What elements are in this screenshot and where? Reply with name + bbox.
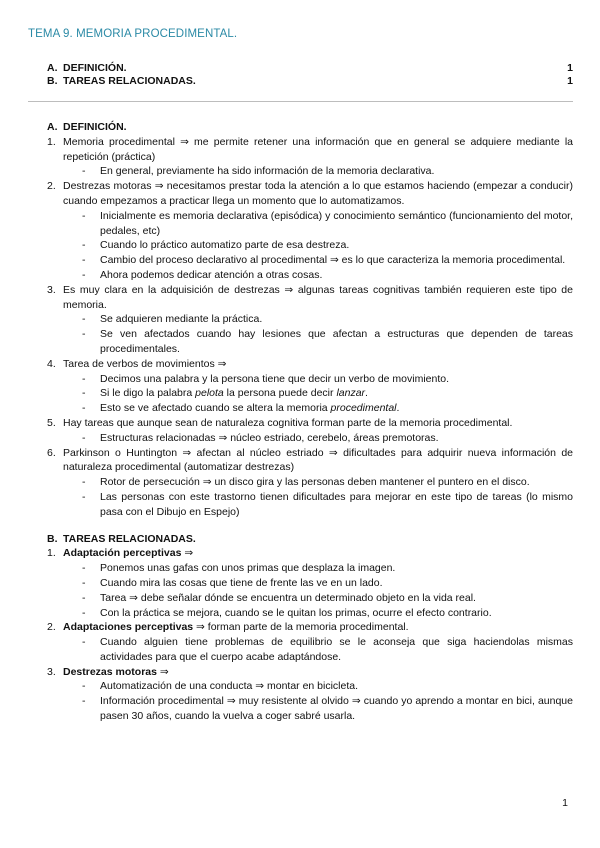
sub-item: - Si le digo la palabra pelota la persona puede decir lanzar. — [82, 387, 368, 400]
section-heading: B. TAREAS RELACIONADAS. — [47, 532, 196, 545]
table-of-contents — [47, 62, 573, 88]
divider — [28, 101, 573, 102]
sub-item: - Cuando lo práctico automatizo parte de esa destreza. — [82, 239, 350, 252]
list-item: 5. Hay tareas que aunque sean de naturaleza cognitiva forman parte de la memoria procedimental. — [47, 416, 513, 429]
sub-item: - Información procedimental ⇒ muy resistente al olvido ⇒ cuando yo aprendo a montar en bici, aunque pasen 30 años, cuando la vuelva a coger sabré usarla. — [82, 695, 573, 723]
list-item: 4. Tarea de verbos de movimientos ⇒ — [47, 357, 227, 370]
sub-item: - Cuando mira las cosas que tiene de frente las ve en un lado. — [82, 576, 383, 589]
document-title: TEMA 9. MEMORIA PROCEDIMENTAL. — [28, 28, 238, 40]
list-item: 1. Memoria procedimental ⇒ me permite retener una información que en general se adquiere mediante la repetición (práctica) — [47, 135, 573, 163]
sub-item: - Inicialmente es memoria declarativa (episódica) y conocimiento semántico (funcionamiento del motor, pedales, etc) — [82, 209, 573, 237]
toc-label: TAREAS RELACIONADAS. — [63, 75, 196, 87]
document-body — [47, 120, 573, 724]
sub-item: - Con la práctica se mejora, cuando se le quitan los primas, ocurre el efecto contrario. — [82, 606, 492, 619]
toc-label: DEFINICIÓN. — [63, 62, 127, 74]
list-item: 3. Destrezas motoras ⇒ — [47, 665, 169, 678]
list-item: 1. Adaptación perceptivas ⇒ — [47, 547, 194, 560]
sub-item: - Las personas con este trastorno tienen dificultades para mejorar en este tipo de tareas (lo mismo pasa con el Dibujo en Espejo) — [82, 490, 573, 518]
sub-item: - En general, previamente ha sido información de la memoria declarativa. — [82, 165, 435, 178]
sub-item: - Cuando alguien tiene problemas de equilibrio se le aconseja que siga haciendolas mismas actividades para que el cuerpo acabe adaptándose. — [82, 636, 573, 663]
list-item: 6. Parkinson o Huntington ⇒ afectan al núcleo estriado ⇒ dificultades para adquirir nueva información de naturaleza procedimental (automatizar destrezas) — [47, 446, 573, 474]
sub-item: - Estructuras relacionadas ⇒ núcleo estriado, cerebelo, áreas premotoras. — [82, 431, 439, 444]
toc-entry[interactable] — [47, 75, 573, 88]
toc-letter: A. — [47, 62, 58, 74]
sub-item: - Decimos una palabra y la persona tiene que decir un verbo de movimiento. — [82, 372, 450, 385]
toc-entry[interactable] — [47, 62, 573, 75]
sub-item: - Esto se ve afectado cuando se altera la memoria procedimental. — [82, 402, 400, 415]
sub-item: - Ahora podemos dedicar atención a otras cosas. — [82, 268, 323, 281]
page-number: 1 — [562, 797, 568, 809]
toc-page: 1 — [567, 75, 573, 87]
toc-letter: B. — [47, 75, 58, 87]
sub-item: - Rotor de persecución ⇒ un disco gira y las personas deben mantener el puntero en el disco. — [82, 476, 530, 489]
sub-item: - Automatización de una conducta ⇒ montar en bicicleta. — [82, 680, 359, 693]
sub-item: - Tarea ⇒ debe señalar dónde se encuentra un determinado objeto en la vida real. — [82, 591, 476, 604]
sub-item: - Se adquieren mediante la práctica. — [82, 313, 263, 326]
list-item: 2. Destrezas motoras ⇒ necesitamos prestar toda la atención a lo que estamos haciendo (empezar a conducir) cuando empezamos a practicar llega un momento que lo automatizamos. — [47, 180, 573, 207]
section-heading: A. DEFINICIÓN. — [47, 121, 127, 133]
list-item: 3. Es muy clara en la adquisición de destrezas ⇒ algunas tareas cognitivas también requieren este tipo de memoria. — [47, 283, 573, 311]
sub-item: - Cambio del proceso declarativo al procedimental ⇒ es lo que caracteriza la memoria procedimental. — [82, 254, 566, 267]
list-item: 2. Adaptaciones perceptivas ⇒ forman parte de la memoria procedimental. — [47, 621, 409, 634]
sub-item: - Se ven afectados cuando hay lesiones que afectan a estructuras que dependen de tareas procedimentales. — [82, 328, 573, 355]
sub-item: - Ponemos unas gafas con unos primas que desplaza la imagen. — [82, 562, 396, 575]
toc-page: 1 — [567, 62, 573, 74]
